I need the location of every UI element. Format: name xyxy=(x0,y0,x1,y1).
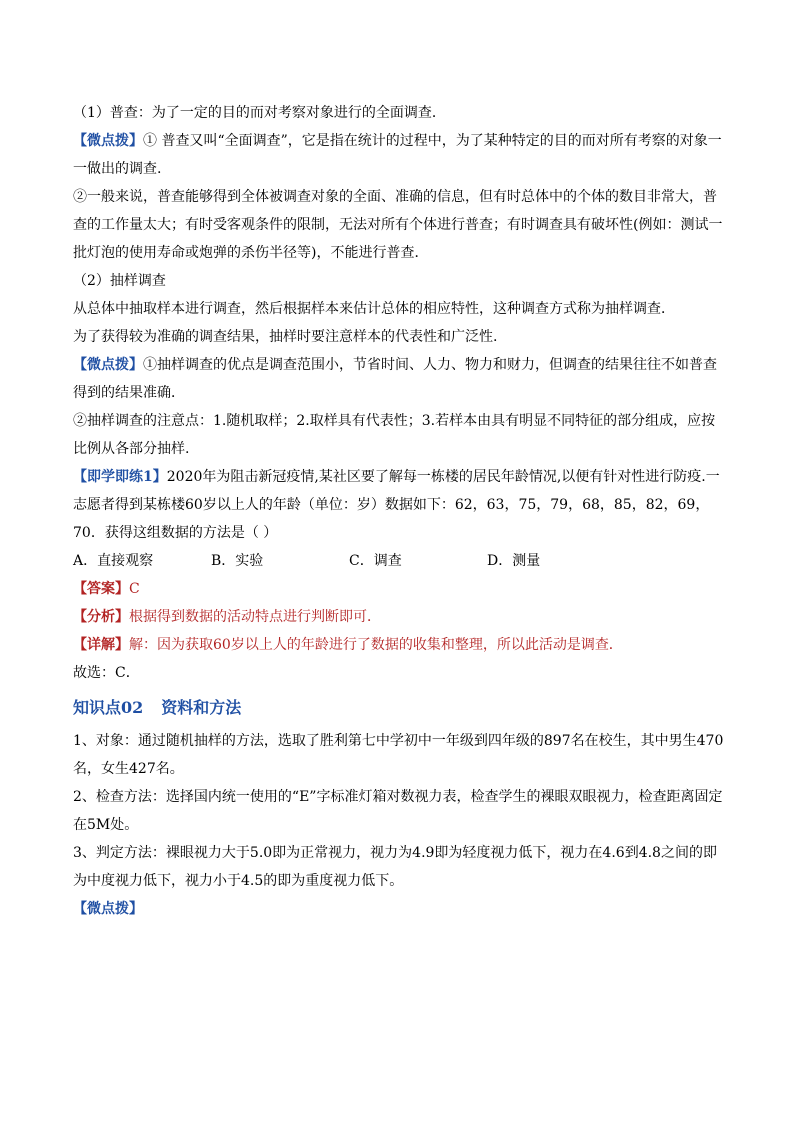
exercise-detail xyxy=(73,631,725,659)
final-tip xyxy=(73,895,725,923)
sampling-tip xyxy=(73,351,725,407)
answer-value: C xyxy=(129,581,140,597)
sampling-title: （2）抽样调查 xyxy=(73,273,166,289)
page-content xyxy=(73,99,725,923)
answer-label: 【答案】 xyxy=(73,581,129,597)
sampling-note: 为了获得较为准确的调查结果，抽样时要注意样本的代表性和广泛性. xyxy=(73,329,498,345)
sampling-point-2: ②抽样调查的注意点：1.随机取样；2.取样具有代表性；3.若样本由具有明显不同特征的部分组成，应按比例从各部分抽样. xyxy=(73,413,716,457)
tip-label: 【微点拨】 xyxy=(73,357,143,373)
item-criteria: 3、判定方法：裸眼视力大于5.0即为正常视力，视力为4.9即为轻度视力低下，视力在4.6到4.8之间的即为中度视力低下，视力小于4.5的即为重度视力低下。 xyxy=(73,845,717,889)
detail-text: 解：因为获取60岁以上人的年龄进行了数据的收集和整理，所以此活动是调查． xyxy=(129,637,623,653)
tip-label: 【微点拨】 xyxy=(73,901,143,917)
census-point-2: ②一般来说，普查能够得到全体被调查对象的全面、准确的信息，但有时总体中的个体的数目非常大，普查的工作量太大；有时受客观条件的限制，无法对所有个体进行普查；有时调查具有破坏性(例如：测试一批灯泡的使用寿命或炮弹的杀伤半径等)，不能进行普查． xyxy=(73,189,723,261)
tip-text: ① 普查又叫“全面调查”，它是指在统计的过程中，为了某种特定的目的而对所有考察的对象一一做出的调查. xyxy=(73,133,722,177)
knowledge-point-name: 资料和方法 xyxy=(161,698,242,717)
exercise-text: 2020年为阻击新冠疫情,某社区要了解每一栋楼的居民年龄情况,以便有针对性进行防疫.一志愿者得到某栋楼60岁以上人的年龄（单位：岁）数据如下：62，63，75，79，68，85，82，69，70．获得这组数据的方法是（ ） xyxy=(73,469,720,541)
detail-label: 【详解】 xyxy=(73,637,129,653)
knowledge-point-heading xyxy=(73,693,725,723)
census-tip xyxy=(73,127,725,183)
analysis-label: 【分析】 xyxy=(73,609,129,625)
option-b: B．实验 xyxy=(211,553,264,569)
item-method: 2、检查方法：选择国内统一使用的“E”字标准灯箱对数视力表，检查学生的裸眼双眼视力，检查距离固定在5M处。 xyxy=(73,789,723,833)
tip-text: ①抽样调查的优点是调查范围小，节省时间、人力、物力和财力，但调查的结果往往不如普查得到的结果准确． xyxy=(73,357,717,401)
exercise-options xyxy=(73,547,725,575)
census-definition: （1）普查：为了一定的目的而对考察对象进行的全面调查． xyxy=(73,105,446,121)
knowledge-point-number: 知识点02 xyxy=(73,698,144,717)
sampling-definition: 从总体中抽取样本进行调查，然后根据样本来估计总体的相应特性，这种调查方式称为抽样调查． xyxy=(73,301,675,317)
exercise-choice: 故选：C． xyxy=(73,665,140,681)
option-c: C．调查 xyxy=(349,553,402,569)
item-subjects: 1、对象：通过随机抽样的方法，选取了胜利第七中学初中一年级到四年级的897名在校生，其中男生470名，女生427名。 xyxy=(73,733,724,777)
option-a: A．直接观察 xyxy=(73,553,154,569)
option-d: D．测量 xyxy=(487,553,541,569)
exercise-label: 【即学即练1】 xyxy=(73,469,167,485)
exercise-question xyxy=(73,463,725,547)
tip-label: 【微点拨】 xyxy=(73,133,143,149)
analysis-text: 根据得到数据的活动特点进行判断即可． xyxy=(129,609,381,625)
exercise-answer xyxy=(73,575,725,603)
exercise-analysis xyxy=(73,603,725,631)
